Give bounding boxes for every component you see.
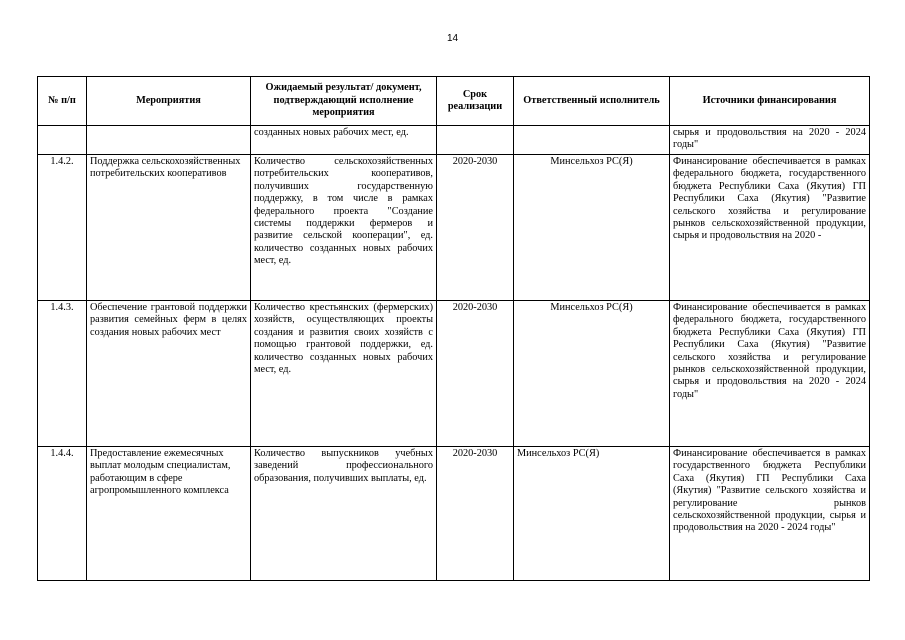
cell-funding: сырья и продовольствия на 2020 - 2024 годы" xyxy=(670,126,870,155)
table-row-continuation xyxy=(38,126,870,155)
cell-executor: Минсельхоз РС(Я) xyxy=(514,155,670,301)
cell-num xyxy=(38,126,87,155)
cell-measure xyxy=(87,126,251,155)
cell-num: 1.4.4. xyxy=(38,447,87,581)
cell-measure: Обеспечение грантовой поддержки развития семейных ферм в целях создания новых рабочих мест xyxy=(87,301,251,447)
cell-period xyxy=(437,126,514,155)
cell-period: 2020-2030 xyxy=(437,155,514,301)
measures-table xyxy=(37,76,870,581)
cell-result: Количество сельскохозяйственных потребительских кооперативов, получивших государственную поддержку, в том числе в рамках федерального проекта "Создание системы поддержки фермеров и развитие сельской кооперации", ед. количество созданных новых рабочих мест, ед. xyxy=(251,155,437,301)
cell-result: созданных новых рабочих мест, ед. xyxy=(251,126,437,155)
cell-num: 1.4.2. xyxy=(38,155,87,301)
cell-funding: Финансирование обеспечивается в рамках государственного бюджета Республики Саха (Якутия) ГП Республики Саха (Якутия) "Развитие сельского хозяйства и регулирование рынков сельскохозяйственной продукции, сырья и продовольствия на 2020 - 2024 годы" xyxy=(670,447,870,581)
cell-funding: Финансирование обеспечивается в рамках федерального бюджета, государственного бюджета Республики Саха (Якутия) ГП Республики Саха (Якутия) "Развитие сельского хозяйства и регулирование рынков сельскохозяйственной продукции, сырья и продовольствия на 2020 - 2024 годы" xyxy=(670,301,870,447)
cell-result: Количество крестьянских (фермерских) хозяйств, осуществляющих проекты создания и развития своих хозяйств с помощью грантовой поддержки, ед. количество созданных новых рабочих мест, ед. xyxy=(251,301,437,447)
table-row xyxy=(38,301,870,447)
cell-funding: Финансирование обеспечивается в рамках федерального бюджета, государственного бюджета Республики Саха (Якутия) ГП Республики Саха (Якутия) "Развитие сельского хозяйства и регулирование рынков сельскохозяйственной продукции, сырья и продовольствия на 2020 - xyxy=(670,155,870,301)
table-row xyxy=(38,155,870,301)
cell-measure: Поддержка сельскохозяйственных потребительских кооперативов xyxy=(87,155,251,301)
table-row xyxy=(38,447,870,581)
header-num: № п/п xyxy=(38,77,87,126)
cell-executor: Минсельхоз РС(Я) xyxy=(514,447,670,581)
cell-executor: Минсельхоз РС(Я) xyxy=(514,301,670,447)
cell-measure: Предоставление ежемесячных выплат молодым специалистам, работающим в сфере агропромышленного комплекса xyxy=(87,447,251,581)
page-number: 14 xyxy=(446,33,459,44)
cell-executor xyxy=(514,126,670,155)
header-result: Ожидаемый результат/ документ, подтверждающий исполнение мероприятия xyxy=(251,77,437,126)
cell-period: 2020-2030 xyxy=(437,447,514,581)
table-header-row xyxy=(38,77,870,126)
header-executor: Ответственный исполнитель xyxy=(514,77,670,126)
header-funding: Источники финансирования xyxy=(670,77,870,126)
cell-period: 2020-2030 xyxy=(437,301,514,447)
cell-result: Количество выпускников учебных заведений профессионального образования, получивших выплаты, ед. xyxy=(251,447,437,581)
header-period: Срок реализации xyxy=(437,77,514,126)
cell-num: 1.4.3. xyxy=(38,301,87,447)
header-measures: Мероприятия xyxy=(87,77,251,126)
